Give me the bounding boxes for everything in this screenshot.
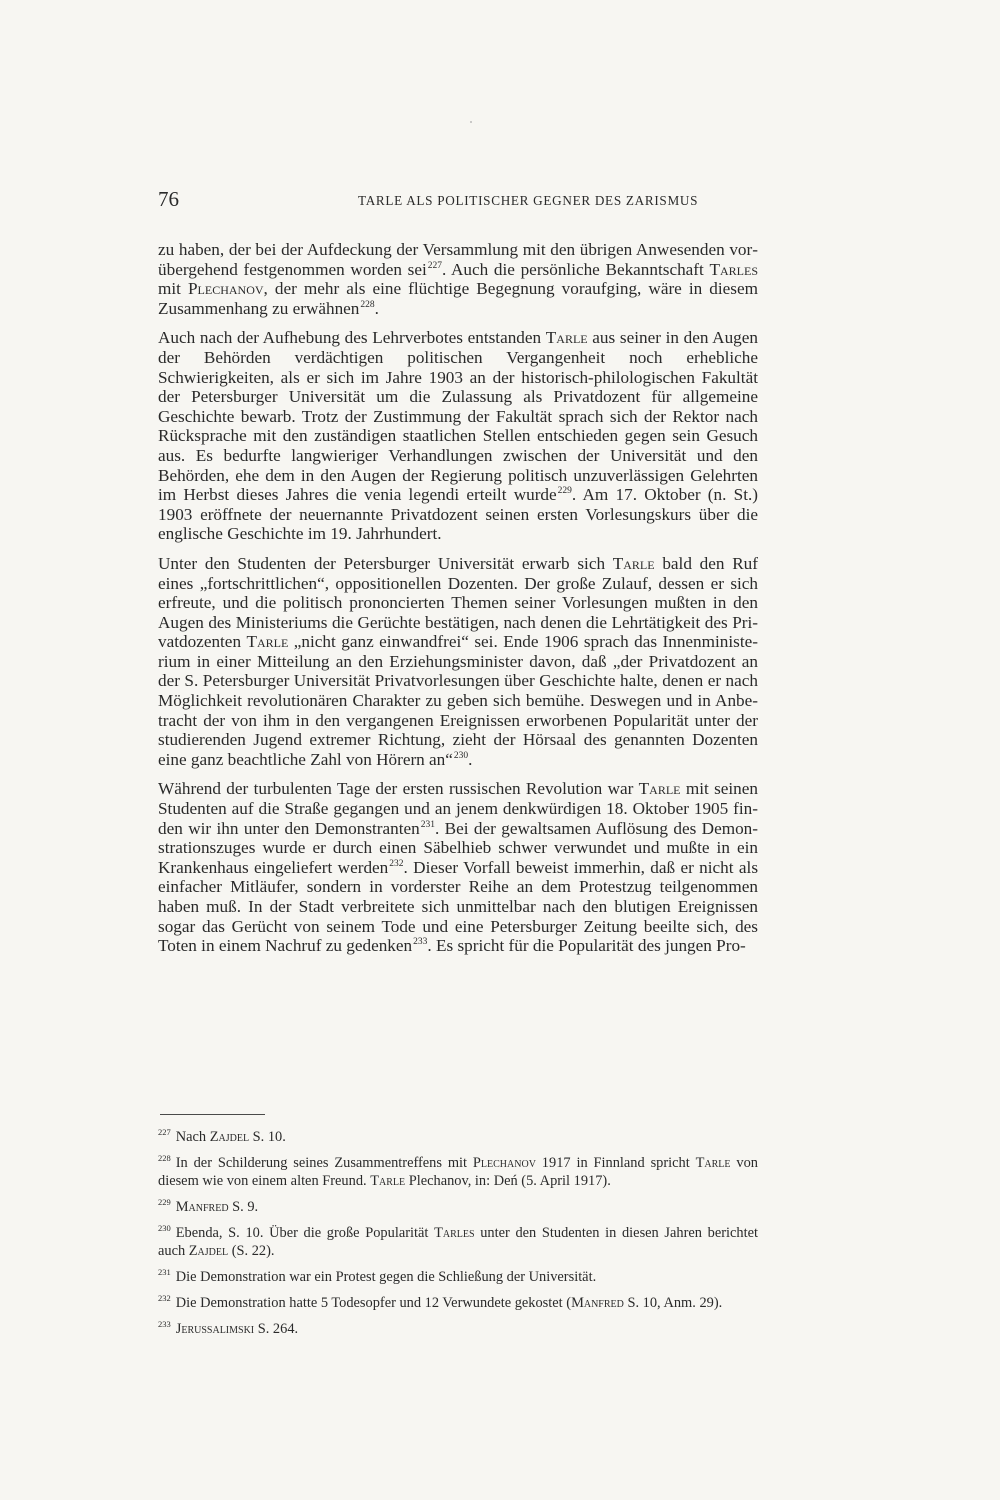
person-name: Tarle bbox=[246, 632, 289, 652]
text: mit seinen Studenten auf die Straße gegangen und an jenem denkwürdigen 18. Oktober 1905 finden wir ihn unter den Demonstranten bbox=[158, 779, 758, 838]
footnote-ref: 227 bbox=[427, 260, 442, 271]
footnote-number: 228 bbox=[158, 1153, 171, 1163]
paragraph bbox=[158, 328, 758, 544]
footnote-227 bbox=[158, 1128, 758, 1146]
footnote-number: 233 bbox=[158, 1319, 171, 1329]
text: unter den Studenten in diesen Jahren berichtet auch bbox=[158, 1225, 758, 1259]
text: Auch nach der Aufhebung des Lehrverbotes entstanden bbox=[158, 328, 546, 348]
text: Plechanov, in: Deń (5. April 1917). bbox=[405, 1173, 611, 1189]
text: Nach bbox=[175, 1129, 210, 1145]
text: . Es spricht für die Popularität des jungen Pro- bbox=[427, 936, 746, 956]
page-header bbox=[158, 187, 758, 217]
footnote-number: 227 bbox=[158, 1127, 171, 1137]
footnote-232 bbox=[158, 1294, 758, 1312]
person-name: Tarle bbox=[638, 779, 681, 799]
footnote-ref: 228 bbox=[360, 299, 375, 310]
text: . bbox=[374, 298, 379, 318]
footnote-230 bbox=[158, 1224, 758, 1260]
person-name: Tarles bbox=[434, 1225, 475, 1241]
person-name: Zajdel bbox=[188, 1243, 229, 1259]
footnote-number: 229 bbox=[158, 1197, 171, 1207]
body-text bbox=[158, 240, 758, 956]
footnote-number: 231 bbox=[158, 1267, 171, 1277]
text: (S. 22). bbox=[228, 1243, 275, 1259]
footnote-ref: 229 bbox=[557, 486, 572, 497]
person-name: Tarles bbox=[709, 259, 759, 279]
running-head: TARLE ALS POLITISCHER GEGNER DES ZARISMUS bbox=[358, 193, 699, 208]
footnote-ref: 232 bbox=[389, 858, 404, 869]
text: Die Demonstration war ein Protest gegen die Schließung der Universität. bbox=[175, 1269, 597, 1285]
text: zu haben, der bei der Aufdeckung der Versammlung mit den übrigen Anwesenden vorübergehend festgenommen worden sei bbox=[158, 240, 758, 279]
person-name: Tarle bbox=[545, 328, 588, 348]
person-name: Manfred bbox=[571, 1295, 624, 1311]
person-name: Plechanov bbox=[472, 1155, 536, 1171]
text: aus seiner in den Augen der Behörden verdächtigen politischen Vergangenheit noch erhebliche Schwierigkeiten, als er sich im Jahre 1903 an der historisch-philologischen Fakultät der Petersburger Universität um die Zulassung als Privatdozent für allgemeine Geschichte bewarb. Trotz der Zustimmung der Fakultät sprach sich der Rektor nach Rücksprache mit den zuständigen staatlichen Stellen entschieden gegen sein Gesuch aus. Es bedurfte langwieriger Verhandlungen zwischen der Universität und den Behörden, ehe dem in den Augen der Regierung politisch unzuverlässigen Gelehrten im Herbst dieses Jahres die venia legendi erteilt wurde bbox=[158, 328, 758, 505]
footnote-ref: 230 bbox=[453, 750, 469, 761]
person-name: Tarle bbox=[612, 553, 655, 573]
text: Ebenda, S. 10. Über die große Popularität bbox=[175, 1225, 435, 1241]
text: von diesem wie von einem alten Freund. bbox=[158, 1155, 758, 1189]
person-name: Tarle bbox=[695, 1155, 731, 1171]
text: . Dieser Vorfall beweist immerhin, daß er nicht als einfacher Mitläufer, sondern in vorderster Reihe an dem Protestzug teilgenommen haben muß. In der Stadt verbreitete sich unmittelbar nach den blutigen Ereignissen sogar das Gerücht von seinem Tode und eine Petersburger Zeitung beeilte sich, des Toten in einem Nachruf zu gedenken bbox=[158, 857, 759, 956]
footnote-divider bbox=[160, 1114, 265, 1115]
footnote-ref: 231 bbox=[420, 819, 435, 830]
person-name: Zajdel bbox=[209, 1129, 250, 1145]
text: In der Schilderung seines Zusammentreffens mit bbox=[175, 1155, 473, 1171]
text: S. 9. bbox=[228, 1199, 259, 1215]
footnote-228 bbox=[158, 1154, 758, 1190]
text: . Bei der gewaltsamen Auflösung des Demonstrationszuges wurde er durch einen Säbelhieb schwer verwundet und mußte in ein Krankenhaus eingeliefert werden bbox=[158, 818, 758, 877]
text: Während der turbulenten Tage der ersten russischen Revolution war bbox=[158, 779, 639, 799]
paragraph bbox=[158, 779, 758, 955]
footnote-number: 230 bbox=[158, 1223, 171, 1233]
text: Unter den Studenten der Petersburger Universität erwarb sich bbox=[158, 553, 613, 573]
person-name: Jerussalimski bbox=[175, 1321, 255, 1337]
footnotes bbox=[158, 1128, 758, 1346]
footnote-ref: 233 bbox=[413, 937, 428, 948]
person-name: Manfred bbox=[175, 1199, 229, 1215]
text: Die Demonstration hatte 5 Todesopfer und 12 Verwundete gekostet ( bbox=[175, 1295, 572, 1311]
person-name: Plechanov bbox=[187, 279, 264, 299]
text: bald den Ruf eines „fortschrittlichen“, oppositionellen Dozenten. Der große Zulauf, dessen er sich erfreute, und die politisch prononcierten Themen seiner Vorlesungen mußten in den Augen des Ministeriums die Gerüchte bestätigen, nach denen die Lehrtätigkeit des Privatdozenten bbox=[158, 553, 758, 652]
text: . Auch die persönliche Bekanntschaft bbox=[441, 259, 710, 279]
text: S. 264. bbox=[254, 1321, 299, 1337]
paragraph bbox=[158, 554, 758, 770]
text: , der mehr als eine flüchtige Begegnung voraufging, wäre in diesem Zusammenhang zu erwähnen bbox=[158, 279, 758, 318]
text: . bbox=[468, 749, 473, 769]
footnote-233 bbox=[158, 1320, 758, 1338]
text: mit bbox=[158, 279, 188, 299]
text: . Am 17. Oktober (n. St.) 1903 eröffnete der neuernannte Privatdozent seinen ersten Vorlesungskurs über die englische Geschichte im 19. Jahrhundert. bbox=[158, 485, 759, 544]
page-number: 76 bbox=[158, 187, 179, 211]
footnote-231 bbox=[158, 1268, 758, 1286]
text: S. 10, Anm. 29). bbox=[623, 1295, 723, 1311]
person-name: Tarle bbox=[370, 1173, 406, 1189]
text: S. 10. bbox=[249, 1129, 286, 1145]
paragraph bbox=[158, 240, 758, 318]
footnote-number: 232 bbox=[158, 1293, 171, 1303]
footnote-229 bbox=[158, 1198, 758, 1216]
text: „nicht ganz einwandfrei“ sei. Ende 1906 sprach das Innenministerium in einer Mitteilung an den Erziehungsminister davon, daß „der Privatdozent an der S. Petersburger Universität Privatvorlesungen über Geschichte halte, denen er nach Möglichkeit revolutionären Charakter zu geben sich bemühe. Deswegen und in Anbetracht der von ihm in den vergangenen Ereignissen erworbenen Popularität unter der studierenden Jugend extremer Richtung, zieht der Hörsaal des genannten Dozenten eine ganz beachtliche Zahl von Hörern an“ bbox=[158, 632, 758, 769]
scan-speck bbox=[470, 121, 472, 123]
text: 1917 in Finnland spricht bbox=[535, 1155, 696, 1171]
